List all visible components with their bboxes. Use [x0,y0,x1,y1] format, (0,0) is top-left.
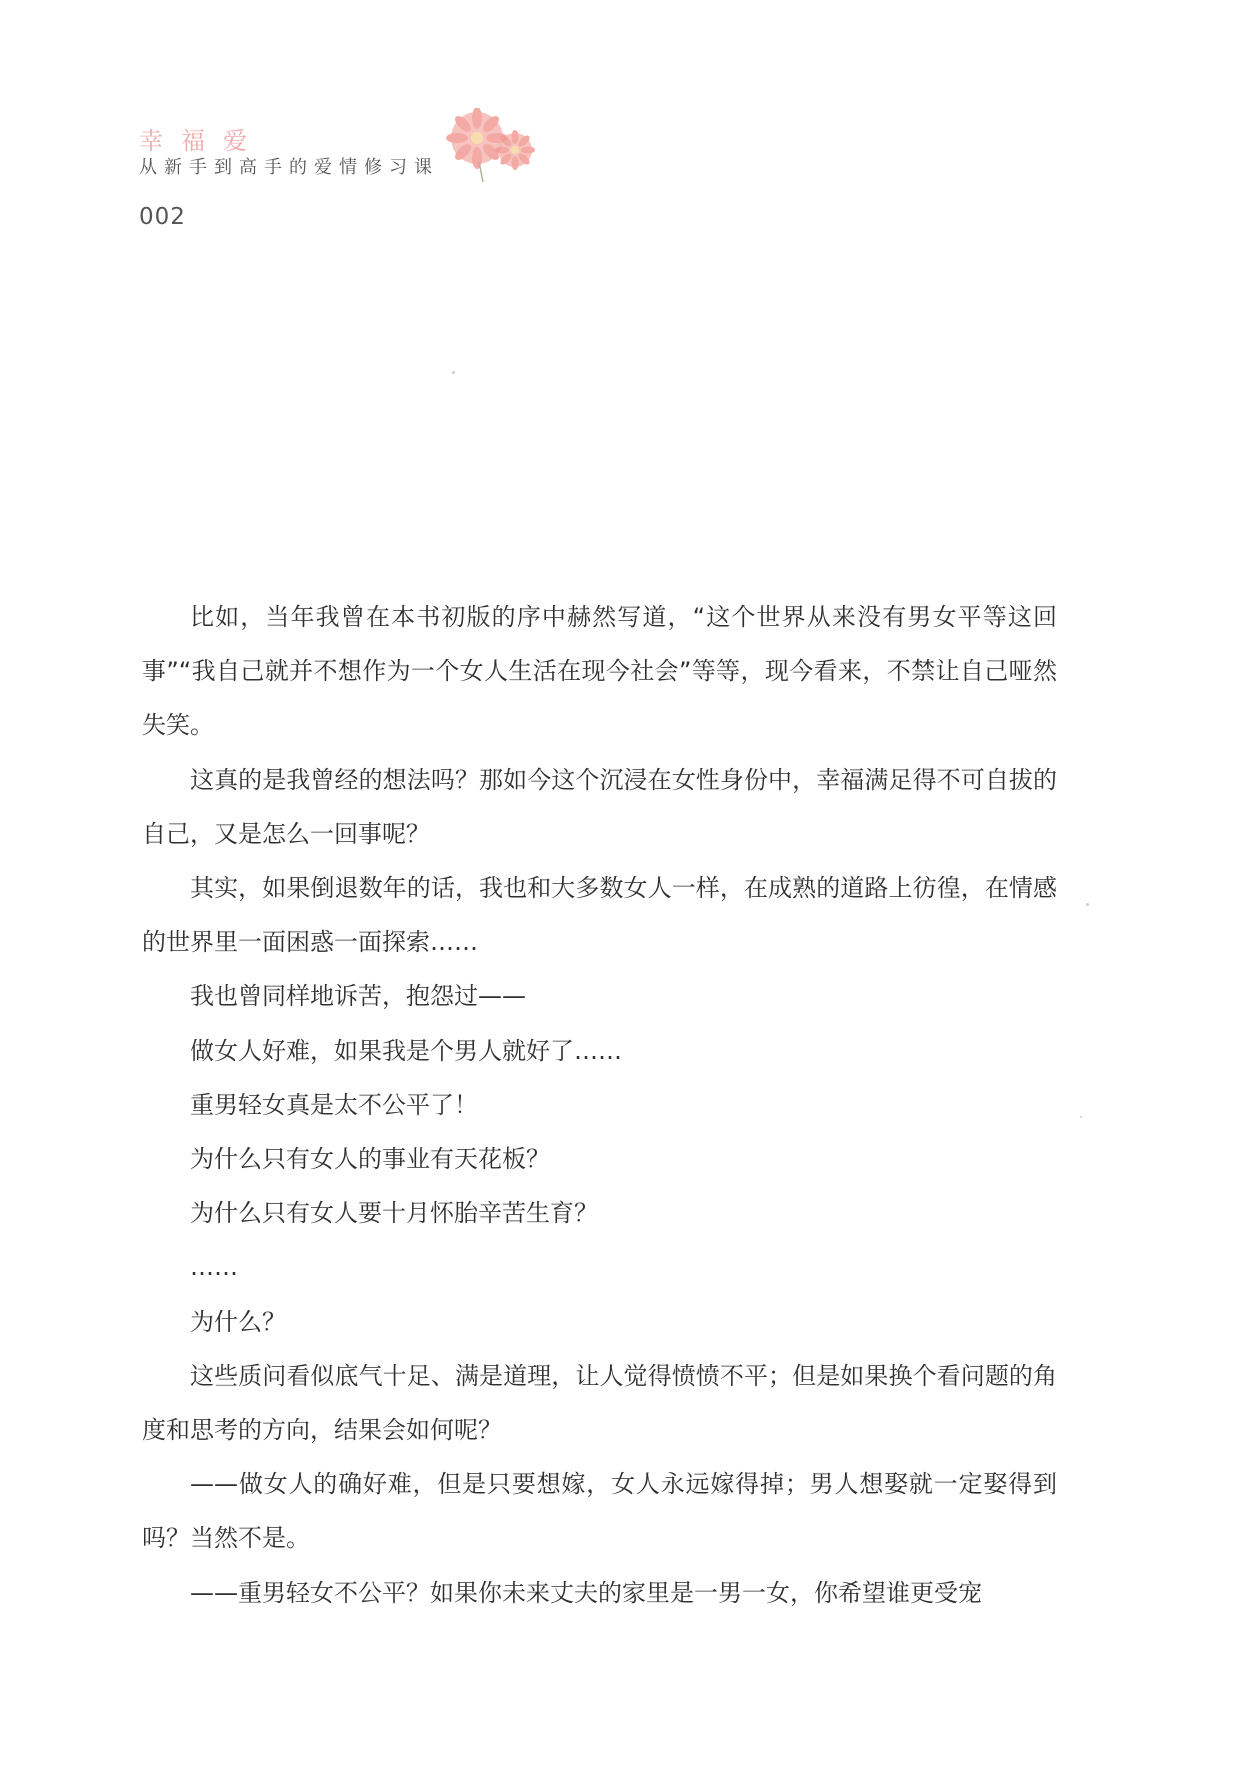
paragraph: 为什么只有女人的事业有天花板？ [190,1145,550,1174]
book-title: 幸福爱 [139,127,265,155]
paragraph: ——做女人的确好难，但是只要想嫁，女人永远嫁得掉；男人想娶就一定娶得到吗？当然不是。 [142,1470,1057,1553]
scan-speck [1080,1116,1082,1118]
paragraph: 这真的是我曾经的想法吗？那如今这个沉浸在女性身份中，幸福满足得不可自拔的自己，又是怎么一回事呢？ [142,765,1057,848]
paragraph: 这些质问看似底气十足、满是道理，让人觉得愤愤不平；但是如果换个看问题的角度和思考的方向，结果会如何呢？ [142,1361,1057,1445]
paragraph: 比如，当年我曾在本书初版的序中赫然写道，“这个世界从来没有男女平等这回事”“我自己就并不想作为一个女人生活在现今社会”等等，现今看来，不禁让自己哑然失笑。 [142,603,1057,740]
paragraph: ——重男轻女不公平？如果你未来丈夫的家里是一男一女，你希望谁更受宠 [190,1578,982,1607]
paragraph: …… [190,1253,238,1282]
scan-speck [1086,903,1089,906]
paragraph: 为什么只有女人要十月怀胎辛苦生育？ [190,1199,598,1228]
paragraph: 我也曾同样地诉苦，抱怨过—— [190,982,526,1011]
large-flower [446,108,508,182]
paragraph: 做女人好难，如果我是个男人就好了…… [190,1036,622,1065]
scan-speck [452,371,455,374]
page-number: 002 [139,204,186,230]
paragraph: 其实，如果倒退数年的话，我也和大多数女人一样，在成熟的道路上彷徨，在情感的世界里一面困惑一面探索…… [142,874,1057,957]
running-header [139,118,559,228]
paragraph: 重男轻女真是太不公平了！ [190,1090,478,1119]
paragraph: 为什么？ [190,1307,286,1336]
pink-flowers-icon [439,108,549,183]
book-subtitle: 从新手到高手的爱情修习课 [139,157,439,178]
body-text [142,590,1057,1620]
